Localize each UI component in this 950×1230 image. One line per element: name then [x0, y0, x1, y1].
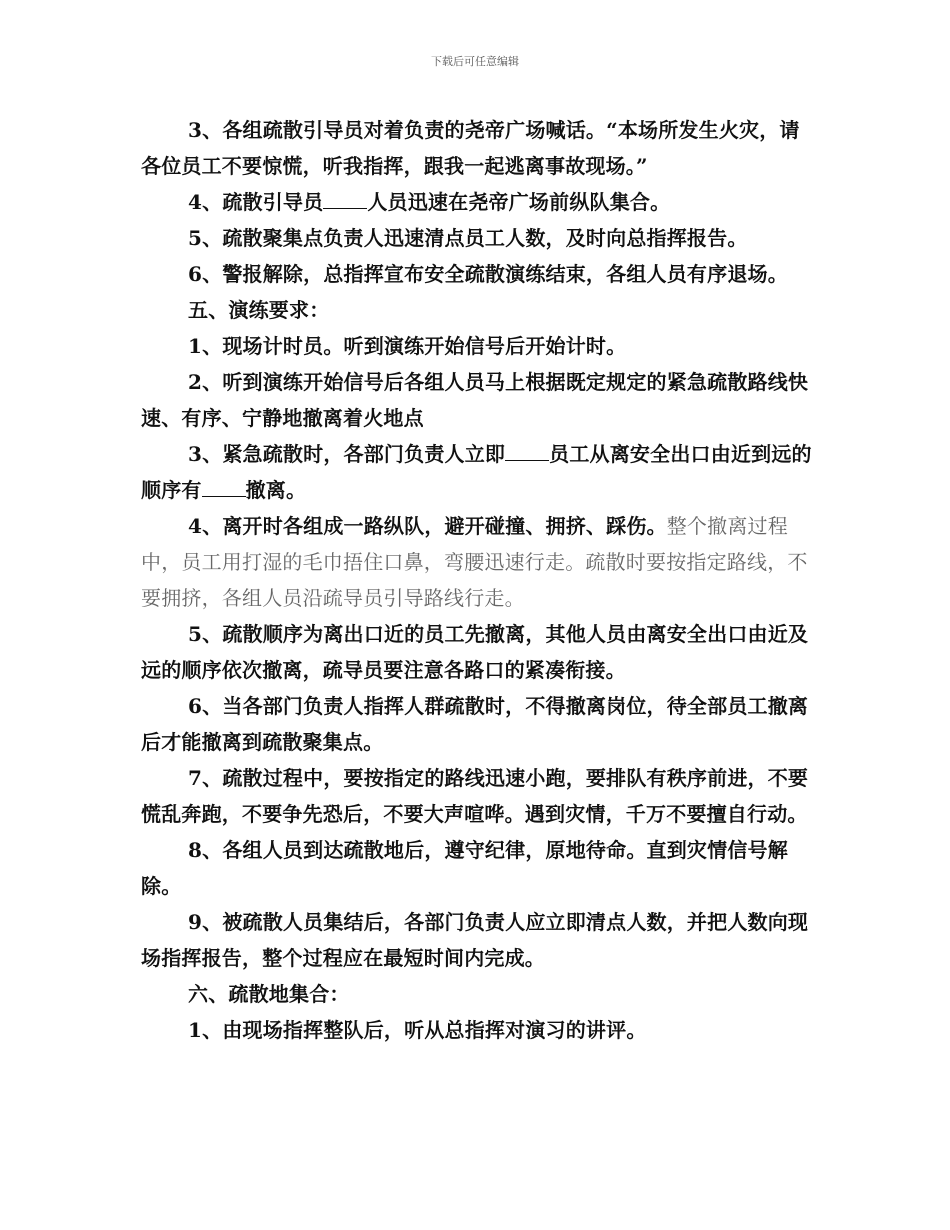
paragraph-evacuation-route: 2、听到演练开始信号后各组人员马上根据既定规定的紧急疏散路线快速、有序、宁静地撤离着火地点	[141, 370, 809, 430]
paragraph-stay-at-post: 6、当各部门负责人指挥人群疏散时，不得撤离岗位，待全部员工撤离后才能撤离到疏散聚集点。	[141, 694, 809, 754]
section-heading-requirements: 五、演练要求：	[188, 298, 330, 322]
text-segment: 撤离。	[245, 478, 307, 502]
text-segment: 人员迅速在尧帝广场前纵队集合。	[367, 190, 671, 214]
text-segment: 4、离开时各组成一路纵队，避开碰撞、拥挤、踩伤。	[188, 514, 667, 538]
paragraph-headcount: 5、疏散聚集点负责人迅速清点员工人数，及时向总指挥报告。	[188, 226, 748, 250]
text-segment: 3、紧急疏散时，各部门负责人立即	[188, 442, 506, 466]
paragraph-department-heads	[141, 436, 816, 508]
paragraph-await-orders: 8、各组人员到达疏散地后，遵守纪律，原地待命。直到灾情信号解除。	[141, 838, 788, 898]
paragraph-review: 1、由现场指挥整队后，听从总指挥对演习的讲评。	[188, 1018, 647, 1042]
fill-blank	[323, 190, 367, 209]
text-segment-light: 整个撤离过程中，员工用打湿的毛巾捂住口鼻，弯腰迅速行走。疏散时要按指定路线，不要拥挤，各组人员沿疏导员引导路线行走。	[141, 514, 808, 610]
section-heading-assembly: 六、疏散地集合：	[188, 982, 350, 1006]
paragraph-single-file	[141, 508, 816, 616]
paragraph-report-count: 9、被疏散人员集结后，各部门负责人应立即清点人数，并把人数向现场指挥报告，整个过程应在最短时间内完成。	[141, 910, 809, 970]
paragraph-alarm-clear: 6、警报解除，总指挥宣布安全疏散演练结束，各组人员有序退场。	[188, 262, 788, 286]
paragraph-orderly-movement: 7、疏散过程中，要按指定的路线迅速小跑，要排队有秩序前进，不要慌乱奔跑，不要争先恐后，不要大声喧哗。遇到灾情，千万不要擅自行动。	[141, 766, 809, 826]
fill-blank	[202, 478, 246, 497]
document-body	[141, 112, 816, 1048]
fill-blank	[505, 442, 549, 461]
paragraph-timekeeper: 1、现场计时员。听到演练开始信号后开始计时。	[188, 334, 627, 358]
page-header: 下载后可任意编辑	[431, 55, 519, 68]
paragraph-guide-shout: 3、各组疏散引导员对着负责的尧帝广场喊话。“本场所发生火灾，请各位员工不要惊慌，听我指挥，跟我一起逃离事故现场。”	[141, 118, 800, 178]
paragraph-evacuation-order: 5、疏散顺序为离出口近的员工先撤离，其他人员由离安全出口由近及远的顺序依次撤离，疏导员要注意各路口的紧凑衔接。	[141, 622, 809, 682]
text-segment: 4、疏散引导员	[188, 190, 324, 214]
paragraph-guide-assemble	[141, 184, 816, 220]
text-segment: 员工从离安全出口由近到远的顺序有	[141, 442, 812, 502]
